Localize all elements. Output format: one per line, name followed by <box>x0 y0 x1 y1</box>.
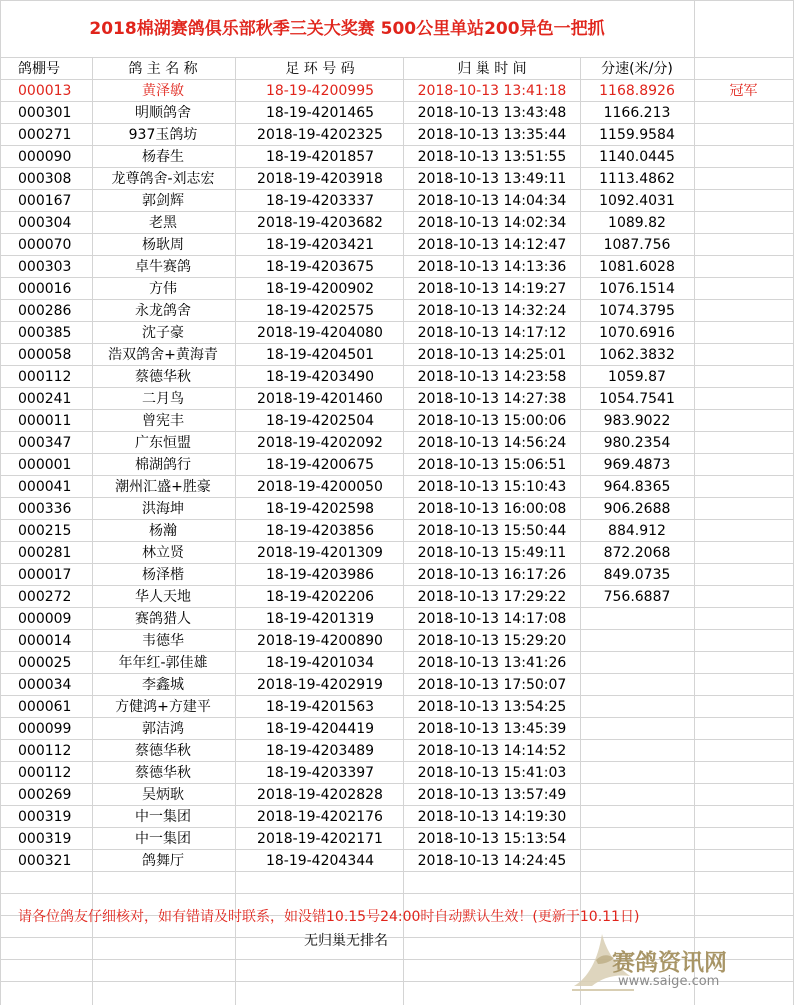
cell-ring: 18-19-4201857 <box>265 149 375 165</box>
cell-ring: 18-19-4201465 <box>265 105 375 121</box>
cell-time: 2018-10-13 13:41:26 <box>417 655 567 671</box>
table-row <box>0 520 795 542</box>
table-row <box>0 212 795 234</box>
cell-id: 000016 <box>18 281 72 297</box>
cell-note <box>694 696 793 718</box>
cell-name: 浩双鸽舍+黄海青 <box>108 347 218 363</box>
cell-time: 2018-10-13 14:14:52 <box>417 743 567 759</box>
cell-speed: 1070.6916 <box>599 325 675 341</box>
cell-time: 2018-10-13 14:17:12 <box>417 325 567 341</box>
cell-note <box>694 806 793 828</box>
cell-note <box>694 300 793 322</box>
cell-time: 2018-10-13 13:54:25 <box>417 699 567 715</box>
cell-speed: 1062.3832 <box>599 347 675 363</box>
column-header-ring: 足 环 号 码 <box>285 61 355 77</box>
column-header-id: 鸽棚号 <box>18 61 60 77</box>
cell-speed: 1059.87 <box>608 369 666 385</box>
cell-id: 000017 <box>18 567 72 583</box>
table-row <box>0 410 795 432</box>
table-row <box>0 190 795 212</box>
cell-ring: 18-19-4201319 <box>265 611 375 627</box>
cell-name: 鸽舞厅 <box>142 853 184 869</box>
cell-time: 2018-10-13 17:50:07 <box>417 677 567 693</box>
cell-speed <box>580 762 694 784</box>
cell-time: 2018-10-13 15:13:54 <box>417 831 567 847</box>
cell-note <box>694 124 793 146</box>
cell-speed: 980.2354 <box>603 435 671 451</box>
cell-ring: 18-19-4202575 <box>265 303 375 319</box>
cell-speed: 1092.4031 <box>599 193 675 209</box>
cell-speed: 1140.0445 <box>599 149 675 165</box>
cell-speed: 1168.8926 <box>599 83 675 99</box>
grid-row-line <box>0 0 794 1</box>
cell-speed <box>580 652 694 674</box>
table-row <box>0 498 795 520</box>
table-row <box>0 168 795 190</box>
table-row <box>0 300 795 322</box>
cell-id: 000319 <box>18 809 72 825</box>
table-row <box>0 344 795 366</box>
grid-row-line <box>0 893 794 894</box>
cell-time: 2018-10-13 15:49:11 <box>417 545 567 561</box>
cell-speed: 1159.9584 <box>599 127 675 143</box>
cell-id: 000303 <box>18 259 72 275</box>
cell-time: 2018-10-13 13:45:39 <box>417 721 567 737</box>
cell-name: 方健鸿+方建平 <box>115 699 211 715</box>
cell-id: 000301 <box>18 105 72 121</box>
cell-time: 2018-10-13 14:17:08 <box>417 611 567 627</box>
cell-note <box>694 212 793 234</box>
cell-name: 杨春生 <box>142 149 184 165</box>
table-row <box>0 674 795 696</box>
cell-note <box>694 542 793 564</box>
cell-speed: 1089.82 <box>608 215 666 231</box>
cell-name: 蔡德华秋 <box>135 369 191 385</box>
cell-note <box>694 102 793 124</box>
cell-speed: 964.8365 <box>603 479 671 495</box>
cell-name: 杨瀚 <box>149 523 177 539</box>
table-row <box>0 806 795 828</box>
cell-id: 000286 <box>18 303 72 319</box>
cell-note <box>694 850 793 872</box>
column-header-time: 归 巢 时 间 <box>457 61 527 77</box>
cell-name: 广东恒盟 <box>135 435 191 451</box>
cell-speed: 1074.3795 <box>599 303 675 319</box>
cell-speed <box>580 630 694 652</box>
cell-note <box>694 564 793 586</box>
table-row <box>0 124 795 146</box>
cell-time: 2018-10-13 15:29:20 <box>417 633 567 649</box>
cell-note <box>694 608 793 630</box>
cell-note <box>694 146 793 168</box>
table-row <box>0 718 795 740</box>
cell-id: 000281 <box>18 545 72 561</box>
table-row <box>0 542 795 564</box>
table-row <box>0 476 795 498</box>
cell-time: 2018-10-13 13:43:48 <box>417 105 567 121</box>
cell-note <box>694 432 793 454</box>
cell-id: 000013 <box>18 83 72 99</box>
cell-ring: 18-19-4203337 <box>265 193 375 209</box>
table-row <box>0 740 795 762</box>
cell-note <box>694 256 793 278</box>
cell-id: 000304 <box>18 215 72 231</box>
cell-ring: 18-19-4203856 <box>265 523 375 539</box>
cell-name: 杨泽楷 <box>142 567 184 583</box>
table-row <box>0 828 795 850</box>
cell-speed: 1076.1514 <box>599 281 675 297</box>
cell-note <box>694 454 793 476</box>
cell-note <box>694 784 793 806</box>
cell-note <box>694 586 793 608</box>
cell-ring: 18-19-4200902 <box>265 281 375 297</box>
table-row <box>0 388 795 410</box>
cell-time: 2018-10-13 13:49:11 <box>417 171 567 187</box>
cell-time: 2018-10-13 14:27:38 <box>417 391 567 407</box>
table-row <box>0 586 795 608</box>
cell-name: 林立贤 <box>142 545 184 561</box>
cell-id: 000070 <box>18 237 72 253</box>
cell-ring: 18-19-4204419 <box>265 721 375 737</box>
cell-name: 方伟 <box>149 281 177 297</box>
cell-ring: 18-19-4201034 <box>265 655 375 671</box>
cell-ring: 2018-19-4200890 <box>257 633 383 649</box>
cell-note <box>694 234 793 256</box>
cell-time: 2018-10-13 15:50:44 <box>417 523 567 539</box>
cell-note <box>694 322 793 344</box>
cell-speed <box>580 806 694 828</box>
cell-id: 000009 <box>18 611 72 627</box>
table-row <box>0 784 795 806</box>
cell-id: 000090 <box>18 149 72 165</box>
cell-speed: 906.2688 <box>603 501 671 517</box>
page-title: 2018棉湖赛鸽俱乐部秋季三关大奖赛 500公里单站200异色一把抓 <box>89 19 605 39</box>
cell-time: 2018-10-13 14:13:36 <box>417 259 567 275</box>
cell-time: 2018-10-13 16:17:26 <box>417 567 567 583</box>
cell-note <box>694 740 793 762</box>
cell-id: 000041 <box>18 479 72 495</box>
cell-ring: 18-19-4203490 <box>265 369 375 385</box>
cell-speed <box>580 718 694 740</box>
watermark <box>568 920 768 1000</box>
cell-note <box>694 674 793 696</box>
cell-ring: 2018-19-4201309 <box>257 545 383 561</box>
cell-name: 郭洁鸿 <box>142 721 184 737</box>
cell-time: 2018-10-13 13:41:18 <box>417 83 567 99</box>
cell-name: 中一集团 <box>135 809 191 825</box>
cell-name: 潮州汇盛+胜豪 <box>115 479 211 495</box>
cell-id: 000336 <box>18 501 72 517</box>
cell-id: 000011 <box>18 413 72 429</box>
cell-id: 000272 <box>18 589 72 605</box>
cell-id: 000385 <box>18 325 72 341</box>
cell-note <box>694 168 793 190</box>
cell-id: 000001 <box>18 457 72 473</box>
cell-name: 老黑 <box>149 215 177 231</box>
cell-time: 2018-10-13 14:02:34 <box>417 215 567 231</box>
cell-name: 沈子豪 <box>142 325 184 341</box>
cell-id: 000347 <box>18 435 72 451</box>
cell-ring: 2018-19-4202919 <box>257 677 383 693</box>
cell-ring: 2018-19-4201460 <box>257 391 383 407</box>
cell-ring: 2018-19-4200050 <box>257 479 383 495</box>
cell-id: 000025 <box>18 655 72 671</box>
cell-id: 000271 <box>18 127 72 143</box>
cell-id: 000319 <box>18 831 72 847</box>
table-row <box>0 322 795 344</box>
cell-time: 2018-10-13 14:23:58 <box>417 369 567 385</box>
watermark-url: www.saige.com <box>618 974 720 989</box>
cell-time: 2018-10-13 14:25:01 <box>417 347 567 363</box>
cell-ring: 18-19-4202598 <box>265 501 375 517</box>
watermark-name: 赛鸽资讯网 <box>612 950 727 976</box>
cell-name: 龙尊鸽舍-刘志宏 <box>111 171 215 187</box>
cell-time: 2018-10-13 16:00:08 <box>417 501 567 517</box>
cell-speed: 884.912 <box>608 523 666 539</box>
cell-time: 2018-10-13 15:00:06 <box>417 413 567 429</box>
cell-ring: 2018-19-4202092 <box>257 435 383 451</box>
cell-ring: 18-19-4200675 <box>265 457 375 473</box>
cell-note <box>694 520 793 542</box>
cell-ring: 2018-19-4202325 <box>257 127 383 143</box>
cell-name: 二月鸟 <box>142 391 184 407</box>
cell-id: 000061 <box>18 699 72 715</box>
cell-name: 郭剑辉 <box>142 193 184 209</box>
table-row <box>0 608 795 630</box>
cell-time: 2018-10-13 14:19:30 <box>417 809 567 825</box>
cell-note <box>694 718 793 740</box>
cell-ring: 18-19-4202206 <box>265 589 375 605</box>
cell-ring: 18-19-4202504 <box>265 413 375 429</box>
cell-ring: 18-19-4203421 <box>265 237 375 253</box>
cell-name: 永龙鸽舍 <box>135 303 191 319</box>
column-header-speed: 分速(米/分) <box>601 61 673 77</box>
cell-time: 2018-10-13 15:06:51 <box>417 457 567 473</box>
cell-ring: 18-19-4203489 <box>265 743 375 759</box>
cell-name: 吴炳耿 <box>142 787 184 803</box>
cell-note <box>694 388 793 410</box>
cell-note <box>694 828 793 850</box>
table-header <box>0 58 795 80</box>
cell-note <box>694 630 793 652</box>
table-row <box>0 432 795 454</box>
cell-name: 韦德华 <box>142 633 184 649</box>
cell-ring: 18-19-4203397 <box>265 765 375 781</box>
cell-speed: 872.2068 <box>603 545 671 561</box>
cell-id: 000308 <box>18 171 72 187</box>
table-row <box>0 102 795 124</box>
cell-speed: 756.6887 <box>603 589 671 605</box>
cell-time: 2018-10-13 15:10:43 <box>417 479 567 495</box>
cell-id: 000058 <box>18 347 72 363</box>
table-row <box>0 696 795 718</box>
cell-id: 000321 <box>18 853 72 869</box>
cell-speed <box>580 784 694 806</box>
cell-speed: 1054.7541 <box>599 391 675 407</box>
cell-time: 2018-10-13 13:35:44 <box>417 127 567 143</box>
cell-name: 华人天地 <box>135 589 191 605</box>
cell-id: 000112 <box>18 369 72 385</box>
cell-time: 2018-10-13 14:12:47 <box>417 237 567 253</box>
cell-note <box>694 190 793 212</box>
cell-time: 2018-10-13 14:04:34 <box>417 193 567 209</box>
cell-speed: 849.0735 <box>603 567 671 583</box>
cell-note: 冠军 <box>729 83 758 99</box>
cell-id: 000034 <box>18 677 72 693</box>
cell-note <box>694 476 793 498</box>
cell-speed: 983.9022 <box>603 413 671 429</box>
table-row <box>0 850 795 872</box>
cell-id: 000112 <box>18 765 72 781</box>
table-row <box>0 256 795 278</box>
cell-note <box>694 278 793 300</box>
cell-speed <box>580 828 694 850</box>
cell-time: 2018-10-13 14:19:27 <box>417 281 567 297</box>
cell-note <box>694 344 793 366</box>
cell-note <box>694 498 793 520</box>
cell-speed <box>580 740 694 762</box>
cell-note <box>694 652 793 674</box>
cell-time: 2018-10-13 17:29:22 <box>417 589 567 605</box>
table-row <box>0 366 795 388</box>
cell-name: 蔡德华秋 <box>135 765 191 781</box>
cell-ring: 18-19-4204344 <box>265 853 375 869</box>
table-row <box>0 762 795 784</box>
cell-ring: 2018-19-4202176 <box>257 809 383 825</box>
cell-name: 曾宪丰 <box>142 413 184 429</box>
table-row <box>0 278 795 300</box>
cell-id: 000014 <box>18 633 72 649</box>
no-rank-note: 无归巢无排名 <box>304 933 388 949</box>
cell-ring: 18-19-4200995 <box>265 83 375 99</box>
cell-speed <box>580 850 694 872</box>
table-row <box>0 564 795 586</box>
cell-ring: 18-19-4203675 <box>265 259 375 275</box>
cell-note <box>694 410 793 432</box>
cell-ring: 18-19-4201563 <box>265 699 375 715</box>
cell-ring: 2018-19-4202171 <box>257 831 383 847</box>
table-row <box>0 454 795 476</box>
cell-ring: 2018-19-4202828 <box>257 787 383 803</box>
cell-name: 卓牛赛鸽 <box>135 259 191 275</box>
cell-name: 洪海坤 <box>142 501 184 517</box>
cell-name: 李鑫城 <box>142 677 184 693</box>
table-row <box>0 652 795 674</box>
cell-id: 000215 <box>18 523 72 539</box>
cell-note <box>694 762 793 784</box>
cell-speed: 969.4873 <box>603 457 671 473</box>
table-row <box>0 234 795 256</box>
table-row <box>0 630 795 652</box>
cell-name: 蔡德华秋 <box>135 743 191 759</box>
column-header-name: 鸽 主 名 称 <box>128 61 198 77</box>
table-row <box>0 80 795 102</box>
cell-time: 2018-10-13 13:57:49 <box>417 787 567 803</box>
cell-speed <box>580 674 694 696</box>
cell-name: 杨耿周 <box>142 237 184 253</box>
cell-time: 2018-10-13 13:51:55 <box>417 149 567 165</box>
cell-id: 000112 <box>18 743 72 759</box>
cell-ring: 18-19-4204501 <box>265 347 375 363</box>
cell-note <box>694 366 793 388</box>
cell-name: 937玉鸽坊 <box>128 127 198 143</box>
cell-id: 000099 <box>18 721 72 737</box>
cell-speed <box>580 696 694 718</box>
cell-id: 000241 <box>18 391 72 407</box>
cell-time: 2018-10-13 14:24:45 <box>417 853 567 869</box>
cell-ring: 18-19-4203986 <box>265 567 375 583</box>
cell-speed: 1087.756 <box>603 237 671 253</box>
table-row <box>0 146 795 168</box>
cell-ring: 2018-19-4204080 <box>257 325 383 341</box>
notice-text: 请各位鸽友仔细核对，如有错请及时联系，如没错10.15号24:00时自动默认生效！(更新于10.11日) <box>18 909 640 925</box>
cell-time: 2018-10-13 15:41:03 <box>417 765 567 781</box>
cell-ring: 2018-19-4203682 <box>257 215 383 231</box>
cell-id: 000269 <box>18 787 72 803</box>
cell-id: 000167 <box>18 193 72 209</box>
cell-name: 棉湖鸽行 <box>135 457 191 473</box>
cell-name: 黄泽敏 <box>142 83 184 99</box>
cell-speed <box>580 608 694 630</box>
cell-ring: 2018-19-4203918 <box>257 171 383 187</box>
cell-name: 明顺鸽舍 <box>135 105 191 121</box>
cell-speed: 1081.6028 <box>599 259 675 275</box>
cell-name: 赛鸽猎人 <box>135 611 191 627</box>
cell-name: 中一集团 <box>135 831 191 847</box>
cell-speed: 1166.213 <box>603 105 671 121</box>
cell-speed: 1113.4862 <box>599 171 675 187</box>
cell-time: 2018-10-13 14:56:24 <box>417 435 567 451</box>
cell-name: 年年红-郭佳雄 <box>118 655 208 671</box>
cell-time: 2018-10-13 14:32:24 <box>417 303 567 319</box>
